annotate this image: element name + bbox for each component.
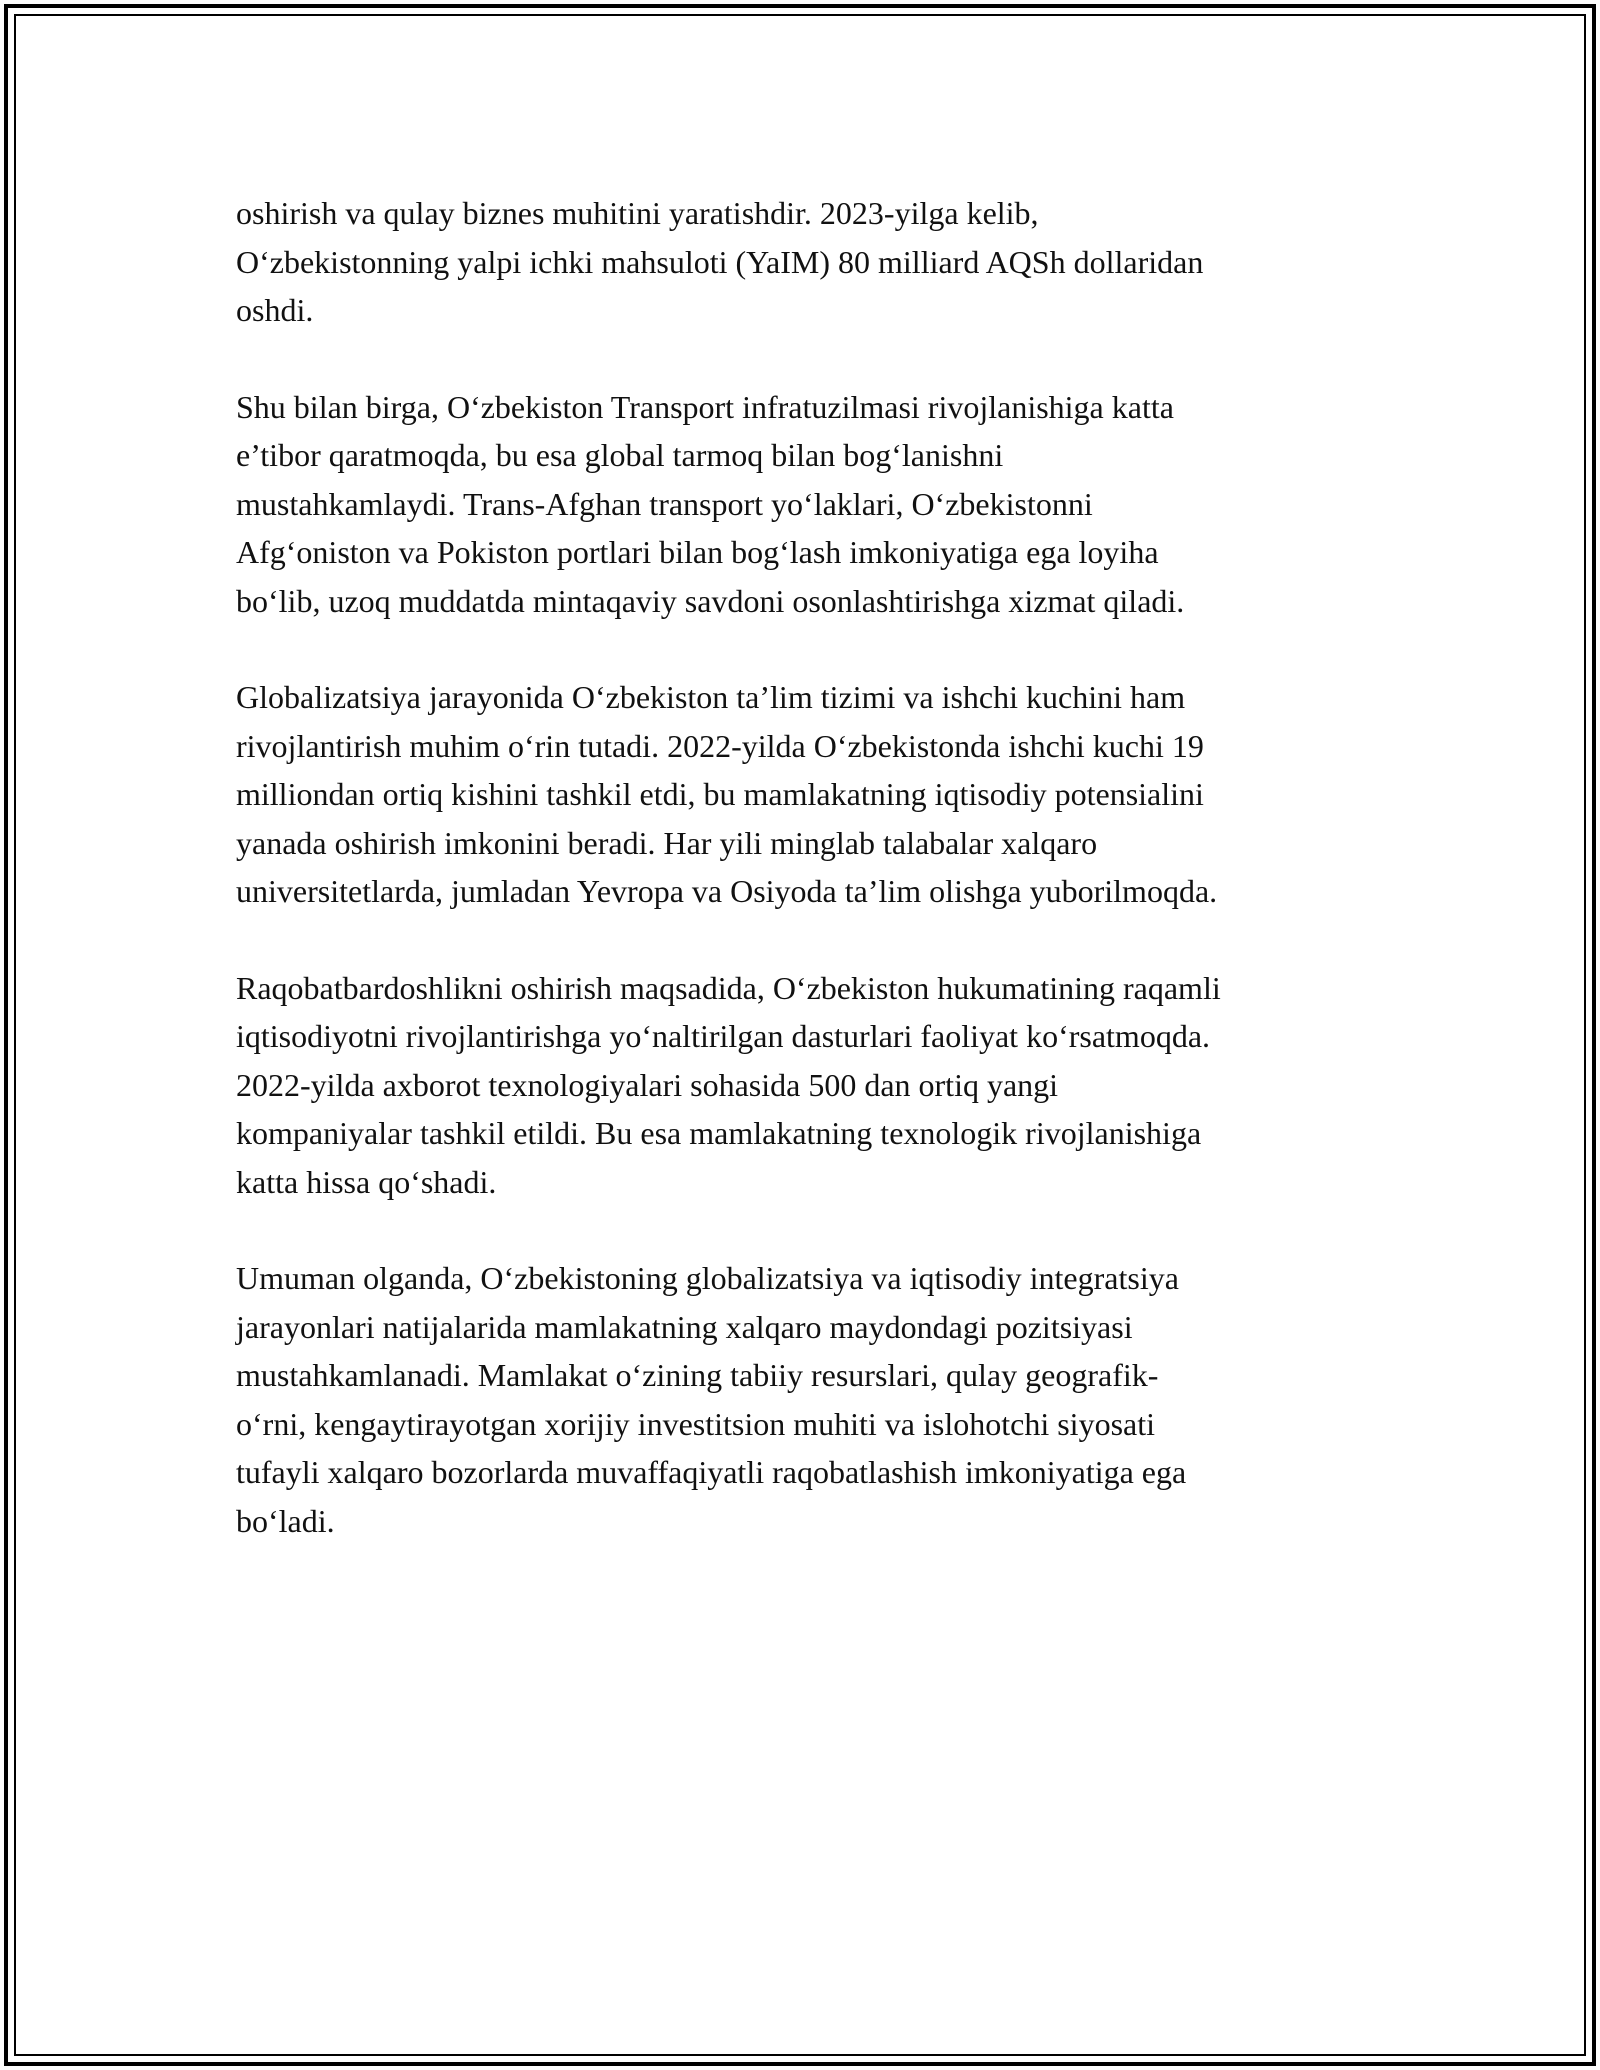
text-line: Umuman olganda, O‘zbekistoning globalizatsiya va iqtisodiy integratsiya: [236, 1260, 1179, 1296]
text-line: tufayli xalqaro bozorlarda muvaffaqiyatli raqobatlashish imkoniyatiga ega: [236, 1454, 1187, 1490]
text-line: mustahkamlaydi. Trans-Afghan transport yo‘laklari, O‘zbekistonni: [236, 485, 1093, 522]
text-line: oshirish va qulay biznes muhitini yaratishdir. 2023-yilga kelib,: [236, 195, 1039, 231]
text-line: kompaniyalar tashkil etildi. Bu esa mamlakatning texnologik rivojlanishiga: [236, 1115, 1202, 1151]
text-line: rivojlantirish muhim o‘rin tutadi. 2022-yilda O‘zbekistonda ishchi kuchi 19: [236, 727, 1204, 764]
text-line: universitetlarda, jumladan Yevropa va Osiyoda ta’lim olishga yuborilmoqda.: [236, 873, 1218, 909]
text-line: milliondan ortiq kishini tashkil etdi, bu mamlakatning iqtisodiy potensialini: [236, 776, 1204, 812]
text-line: jarayonlari natijalarida mamlakatning xalqaro maydondagi pozitsiyasi: [236, 1308, 1133, 1345]
text-line: e’tibor qaratmoqda, bu esa global tarmoq bilan bog‘lanishni: [236, 437, 1004, 473]
text-line: mustahkamlanadi. Mamlakat o‘zining tabiiy resurslari, qulay geografik-: [236, 1357, 1159, 1393]
text-line: Globalizatsiya jarayonida O‘zbekiston ta’lim tizimi va ishchi kuchini ham: [236, 679, 1186, 715]
text-line: 2022-yilda axborot texnologiyalari sohasida 500 dan ortiq yangi: [236, 1066, 1059, 1103]
text-line: Afg‘oniston va Pokiston portlari bilan bog‘lash imkoniyatiga ega loyiha: [236, 534, 1159, 570]
text-line: O‘zbekistonning yalpi ichki mahsuloti (YaIM) 80 milliard AQSh dollaridan: [236, 243, 1204, 280]
document-body: [236, 189, 1376, 1593]
paragraph-2: [236, 383, 1376, 626]
text-line: yanada oshirish imkonini beradi. Har yili minglab talabalar xalqaro: [236, 824, 1098, 861]
text-line: katta hissa qo‘shadi.: [236, 1163, 497, 1200]
text-line: Raqobatbardoshlikni oshirish maqsadida, O‘zbekiston hukumatining raqamli: [236, 969, 1221, 1006]
text-line: o‘rni, kengaytirayotgan xorijiy investitsion muhiti va islohotchi siyosati: [236, 1405, 1155, 1442]
paragraph-3: [236, 673, 1376, 916]
paragraph-1: [236, 189, 1376, 335]
text-line: oshdi.: [236, 292, 314, 328]
text-line: Shu bilan birga, O‘zbekiston Transport infratuzilmasi rivojlanishiga katta: [236, 388, 1174, 425]
paragraph-5: [236, 1254, 1376, 1545]
text-line: iqtisodiyotni rivojlantirishga yo‘naltirilgan dasturlari faoliyat ko‘rsatmoqda.: [236, 1018, 1211, 1054]
paragraph-4: [236, 964, 1376, 1207]
text-line: bo‘ladi.: [236, 1502, 335, 1539]
text-line: bo‘lib, uzoq muddatda mintaqaviy savdoni osonlashtirishga xizmat qiladi.: [236, 582, 1185, 619]
